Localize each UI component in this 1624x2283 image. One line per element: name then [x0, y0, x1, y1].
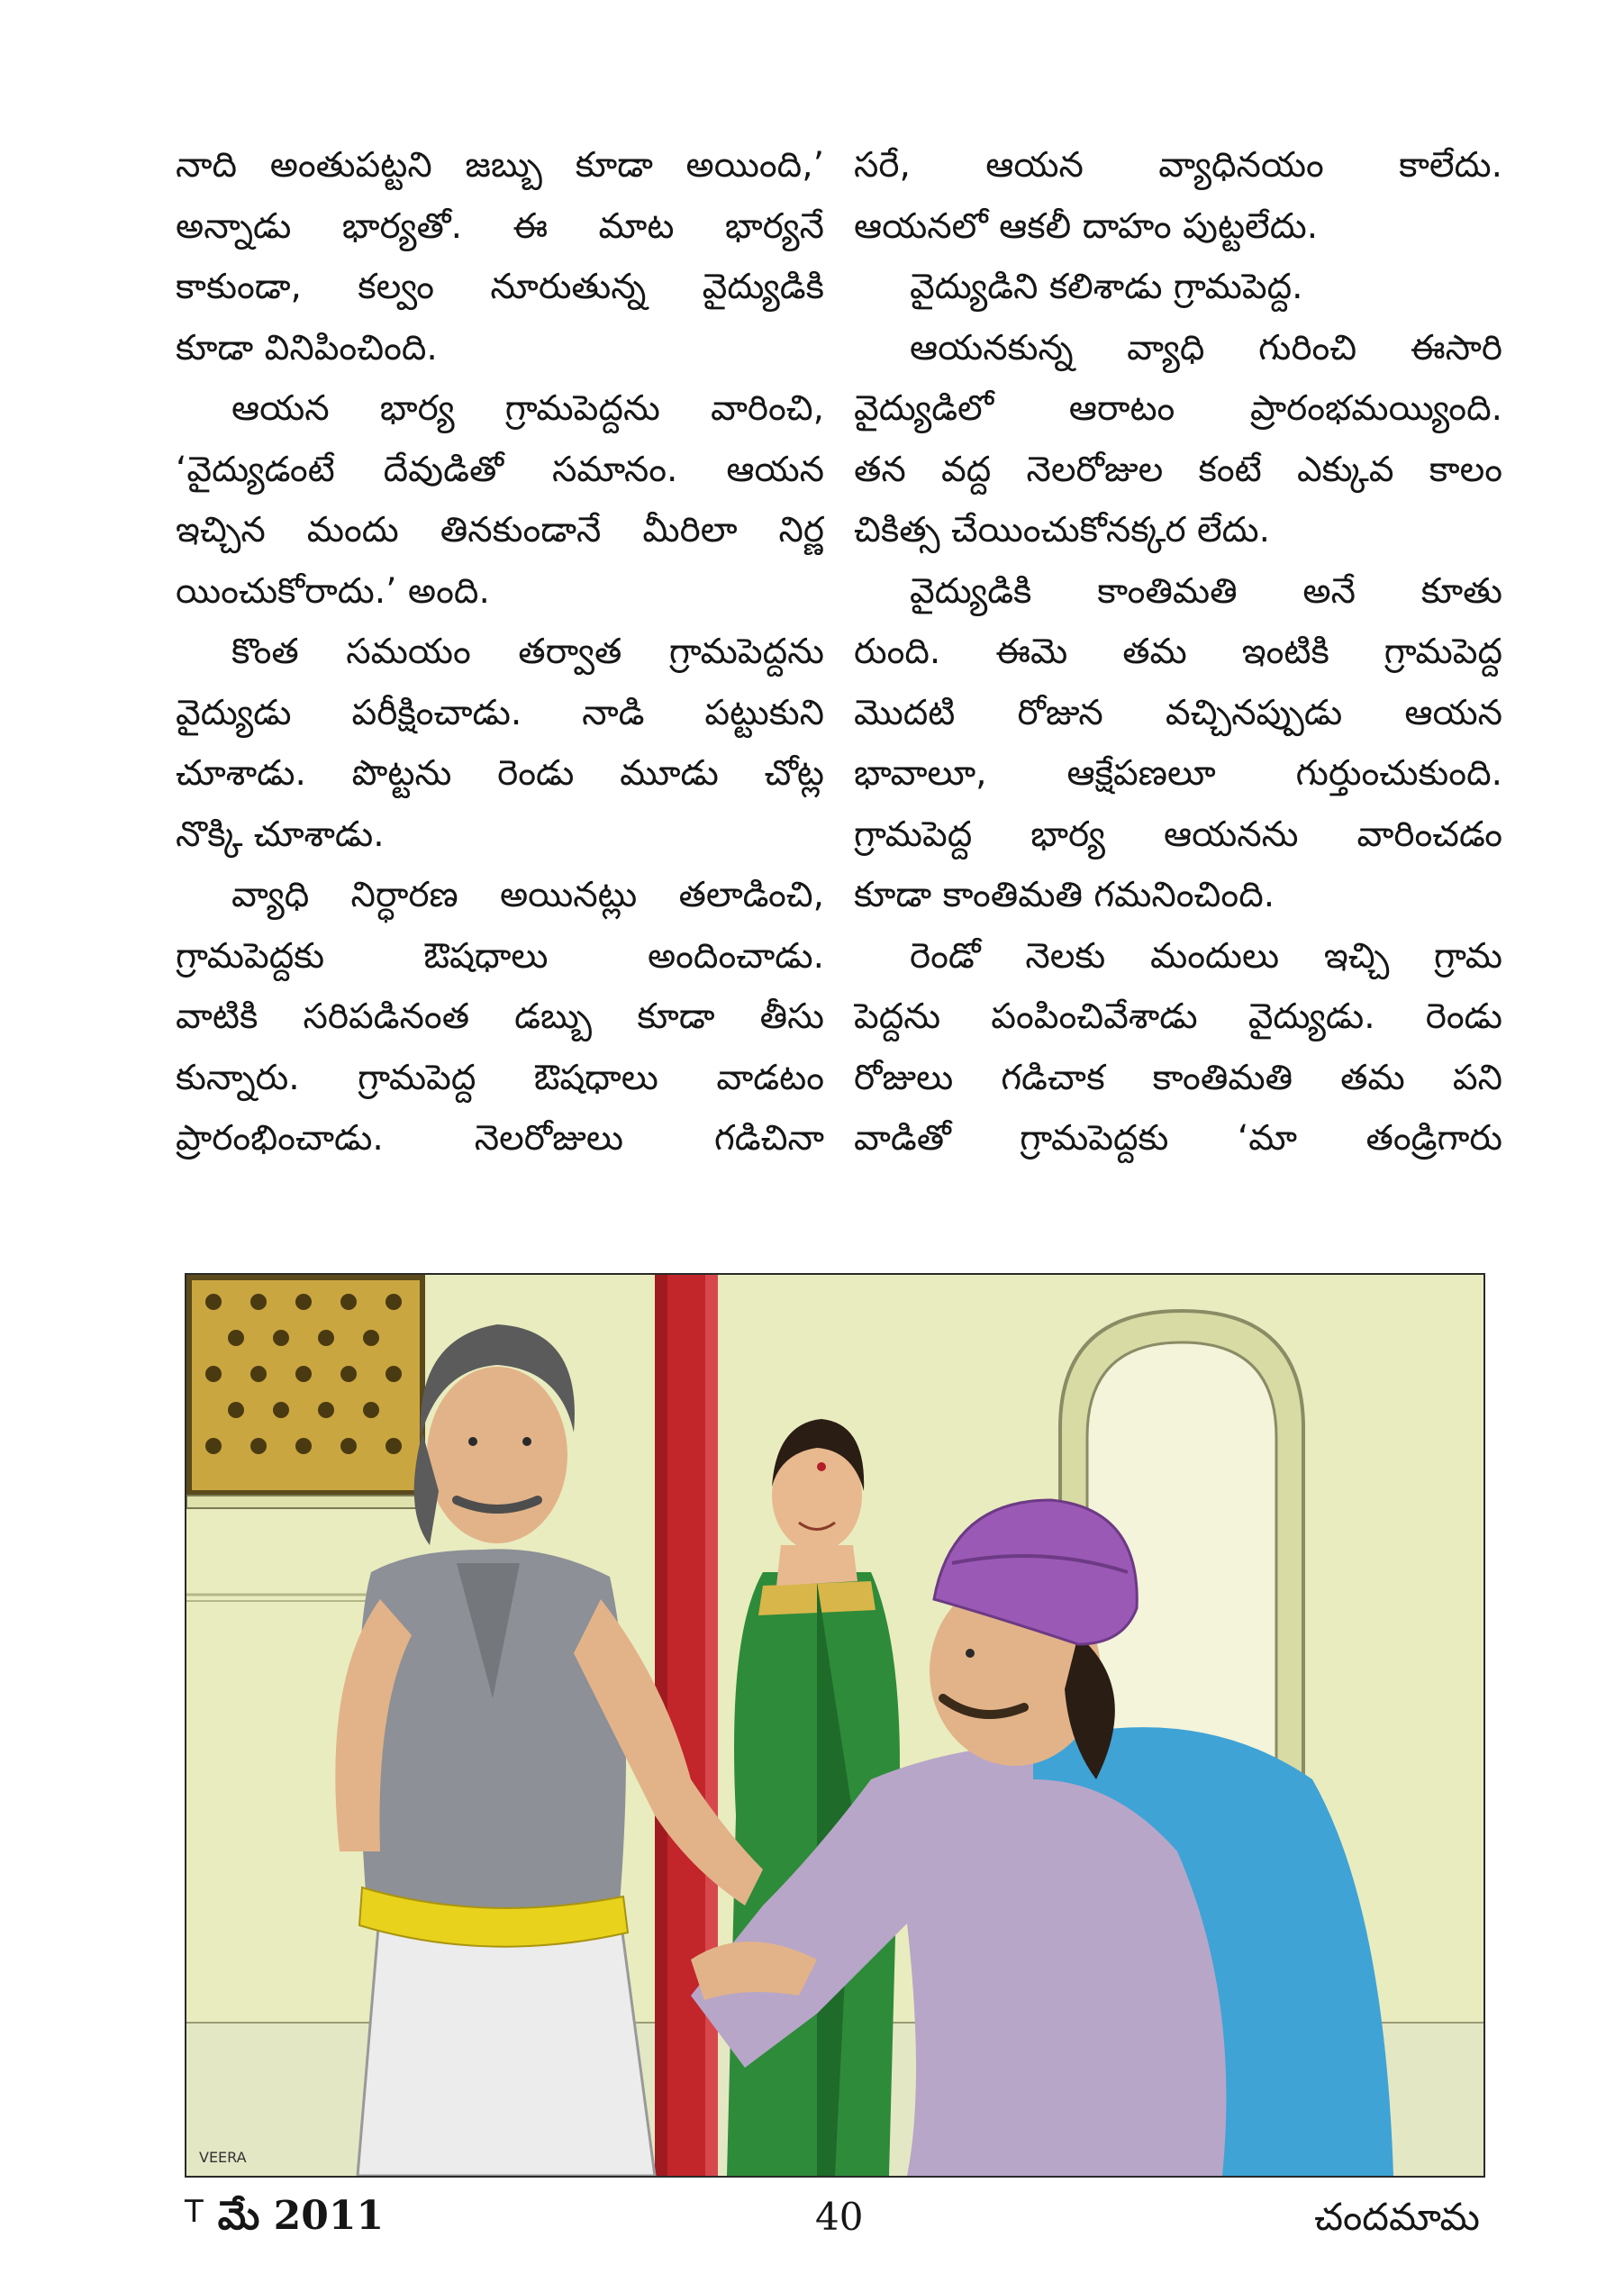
text-line: ఆయన భార్య గ్రామపెద్దను వారించి, [231, 388, 824, 429]
text-line: చికిత్స చేయించుకోనక్కర లేదు. [854, 510, 1271, 550]
text-line: వైద్యుడిని కలిశాడు గ్రామపెద్ద. [910, 267, 1303, 307]
text-line: కున్నారు. గ్రామపెద్ద ఔషధాలు వాడటం [176, 1057, 824, 1098]
text-line: కాకుండా, కల్వం నూరుతున్న వైద్యుడికి [176, 267, 824, 307]
page-number: 40 [815, 2195, 864, 2239]
text-line: ప్రారంభించాడు. నెలరోజులు గడిచినా [176, 1118, 824, 1159]
magazine-name: చందమామ [1314, 2195, 1480, 2239]
text-line: కొంత సమయం తర్వాత గ్రామపెద్దను [231, 632, 824, 672]
text-line: ‘వైద్యుడంటే దేవుడితో సమానం. ఆయన [176, 449, 824, 490]
text-line: వ్యాధి నిర్ధారణ అయినట్లు తలాడించి, [231, 875, 824, 915]
text-line: నాది అంతుపట్టని జబ్బు కూడా అయింది,’ [176, 145, 824, 186]
issue-month: మే [217, 2193, 260, 2239]
text-line: వైద్యుడికి కాంతిమతి అనే కూతు [910, 570, 1502, 612]
text-line: గ్రామపెద్ద భార్య ఆయనను వారించడం [854, 814, 1502, 855]
issue-year: 2011 [273, 2193, 385, 2239]
text-line: పెద్దను పంపించివేశాడు వైద్యుడు. రెండు [854, 996, 1502, 1037]
text-line: అన్నాడు భార్యతో. ఈ మాట భార్యనే [176, 205, 824, 247]
text-line: రుంది. ఈమె తమ ఇంటికి గ్రామపెద్ద [854, 632, 1502, 672]
text-line: కూడా కాంతిమతి గమనించింది. [854, 875, 1275, 915]
text-line: తన వద్ద నెలరోజుల కంటే ఎక్కువ కాలం [854, 449, 1502, 490]
text-line: వాడితో గ్రామపెద్దకు ‘మా తండ్రిగారు [854, 1118, 1502, 1159]
lattice-window [186, 1275, 434, 1508]
text-line: యించుకోరాదు.’ అంది. [176, 570, 490, 612]
text-line: నొక్కి చూశాడు. [176, 814, 385, 855]
text-line: వాటికి సరిపడినంత డబ్బు కూడా తీసు [176, 996, 824, 1037]
text-line: వైద్యుడిలో ఆరాటం ప్రారంభమయ్యింది. [854, 388, 1502, 429]
text-column-right [854, 135, 1502, 1169]
issue-date [185, 2193, 384, 2249]
story-illustration [185, 1273, 1485, 2178]
text-line: రోజులు గడిచాక కాంతిమతి తమ పని [854, 1057, 1502, 1098]
text-line: ఆయనలో ఆకలీ దాహం పుట్టలేదు. [854, 205, 1319, 247]
text-line: ఇచ్చిన మందు తినకుండానే మీరిలా నిర్ణ [176, 510, 824, 550]
text-line: మొదటి రోజున వచ్చినప్పుడు ఆయన [854, 692, 1502, 733]
text-column-left [176, 135, 824, 1169]
page-footer [0, 2193, 1624, 2256]
text-line: భావాలూ, ఆక్షేపణలూ గుర్తుంచుకుంది. [854, 753, 1502, 794]
text-line: సరే, ఆయన వ్యాధినయం కాలేదు. [854, 145, 1502, 186]
text-line: వైద్యుడు పరీక్షించాడు. నాడి పట్టుకుని [176, 692, 824, 733]
text-line: చూశాడు. పొట్టను రెండు మూడు చోట్ల [176, 753, 824, 794]
text-line: రెండో నెలకు మందులు ఇచ్చి గ్రామ [910, 935, 1502, 977]
artist-signature: VEERA [199, 2149, 247, 2166]
text-line: కూడా వినిపించింది. [176, 327, 438, 368]
t-mark: T [185, 2194, 204, 2230]
text-line: ఆయనకున్న వ్యాధి గురించి ఈసారి [910, 327, 1502, 368]
text-line: గ్రామపెద్దకు ఔషధాలు అందించాడు. [176, 935, 824, 977]
